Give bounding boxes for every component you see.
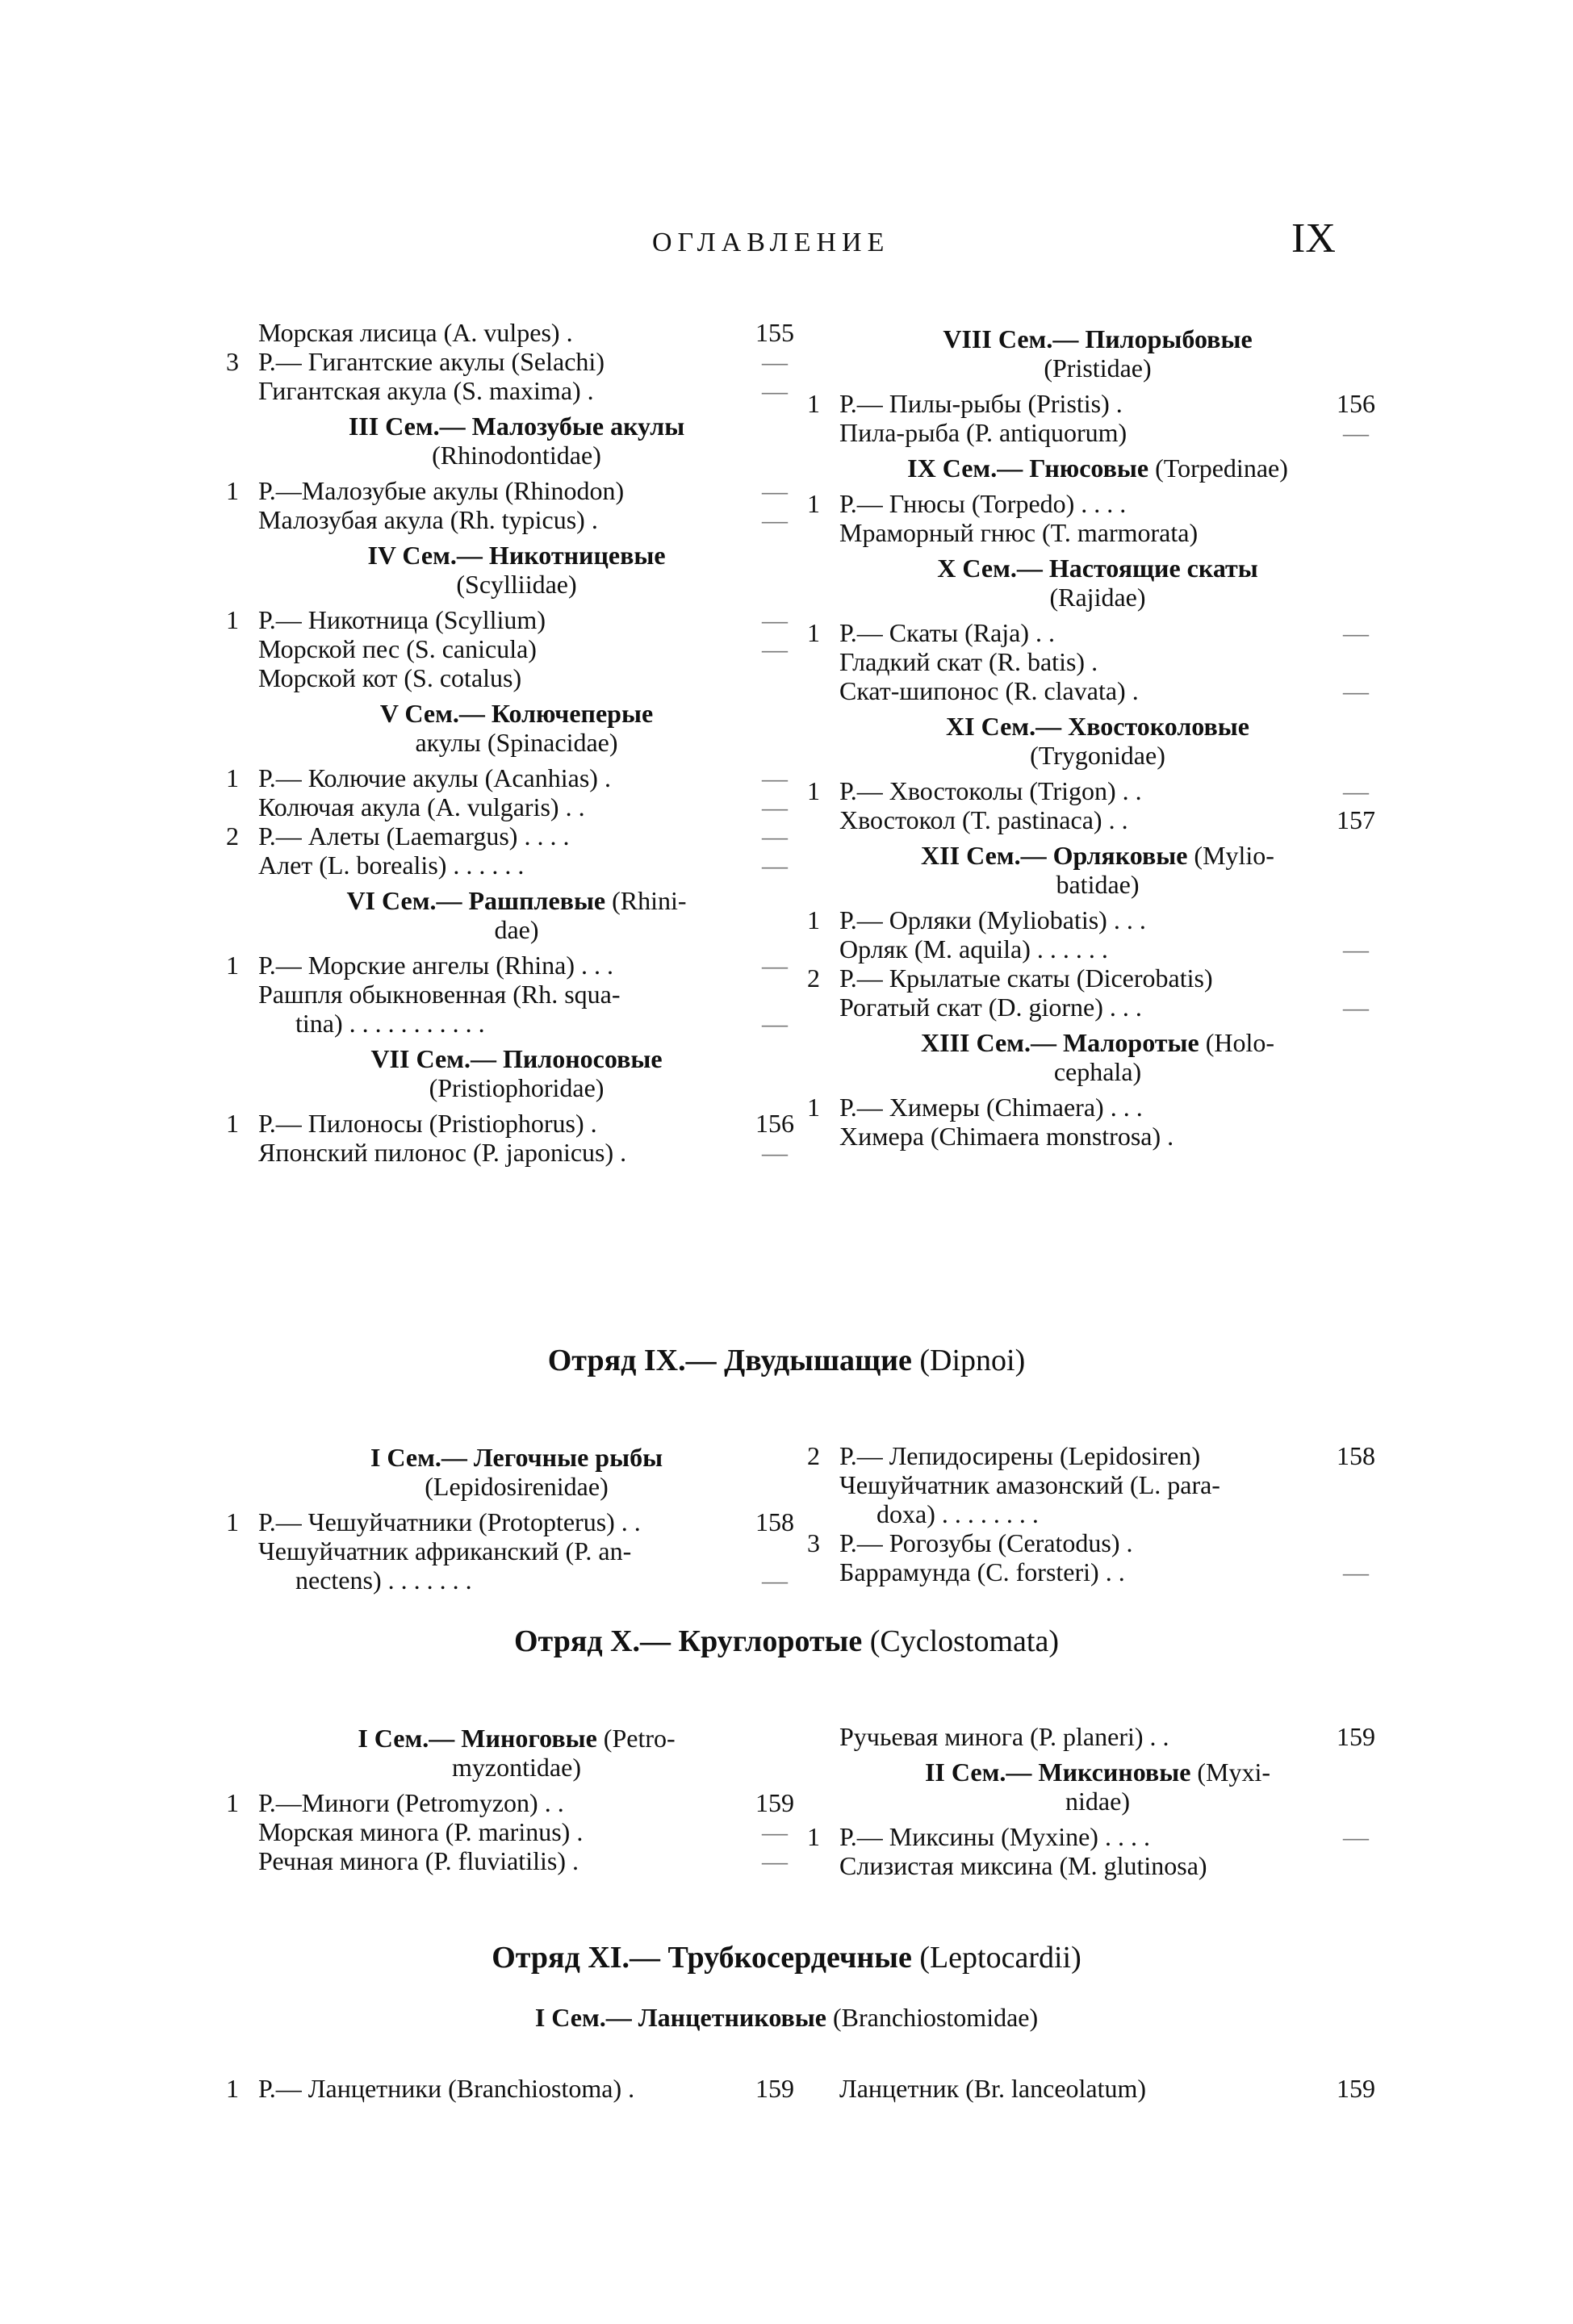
entry-text: Р.— Лепидосирены (Lepidosiren) — [839, 1441, 1201, 1470]
entry-number: 1 — [226, 1109, 239, 1138]
order-heading — [0, 1343, 1573, 1378]
toc-entry — [807, 2074, 1388, 2103]
family-title: IV Сем.— Никотницевые — [367, 541, 666, 570]
family-heading-line1 — [807, 454, 1388, 483]
family-heading-line1 — [807, 1758, 1388, 1787]
toc-entry — [226, 505, 807, 534]
toc-entry — [226, 1009, 807, 1038]
entry-text: doxa) . . . . . . . . — [876, 1499, 1039, 1528]
entry-page: — — [762, 347, 788, 376]
entry-text: Мраморный гнюс (T. marmorata) — [839, 518, 1199, 547]
family-heading-line1 — [226, 541, 807, 570]
entry-number: 1 — [807, 1093, 820, 1122]
entry-page: — — [762, 1565, 788, 1595]
toc-entry — [226, 318, 807, 347]
family-title: II Сем.— Миксиновые — [924, 1758, 1191, 1787]
toc-entry — [807, 1441, 1388, 1470]
entry-page: — — [762, 476, 788, 505]
entry-page: 158 — [1337, 1441, 1375, 1470]
order-title: Отряд X.— Круглоротые — [514, 1624, 863, 1658]
toc-entry — [807, 1470, 1388, 1499]
running-header: ОГЛАВЛЕНИЕ — [652, 228, 890, 257]
page-number: IX — [1291, 215, 1336, 261]
entry-text: nectens) . . . . . . . — [295, 1565, 472, 1595]
entry-text: Р.— Скаты (Raja) . . — [839, 618, 1056, 647]
family-heading-line2: batidae) — [1056, 870, 1140, 899]
family-title: I Сем.— Миноговые — [358, 1724, 597, 1753]
family-latin: (Mylio- — [1187, 841, 1274, 870]
entry-number: 1 — [807, 905, 820, 934]
toc-entry — [226, 1109, 807, 1138]
toc-entry — [226, 851, 807, 880]
family-heading — [807, 841, 1388, 899]
family-title: I Сем.— Ланцетниковые — [534, 2003, 826, 2032]
entry-number: 3 — [807, 1528, 820, 1557]
toc-entry — [226, 951, 807, 980]
entry-number: 1 — [807, 776, 820, 805]
entry-text: Баррамунда (C. forsteri) . . — [839, 1557, 1125, 1586]
toc-entry — [807, 1822, 1388, 1851]
family-heading — [807, 712, 1388, 770]
entry-text: Р.— Рогозубы (Ceratodus) . — [839, 1528, 1133, 1557]
entry-page: — — [1343, 1557, 1369, 1586]
toc-entry — [807, 1722, 1388, 1751]
toc-entry — [226, 605, 807, 634]
entry-page: — — [762, 792, 788, 821]
family-heading-line2: (Trygonidae) — [1030, 741, 1165, 770]
family-heading-line2: nidae) — [1065, 1787, 1130, 1816]
family-title: VI Сем.— Рашплевые — [346, 886, 606, 915]
entry-page: 155 — [755, 318, 794, 347]
entry-number: 2 — [807, 963, 820, 993]
toc-entry — [807, 1557, 1388, 1586]
toc-entry — [807, 776, 1388, 805]
entry-text: Японский пилонос (P. japonicus) . — [258, 1138, 627, 1167]
section3-right-column — [807, 1722, 1388, 1880]
section3-left-column — [226, 1717, 807, 1875]
entry-text: Гладкий скат (R. batis) . — [839, 647, 1098, 676]
entry-page: — — [762, 376, 788, 405]
entry-text: Р.— Пилоносы (Pristiophorus) . — [258, 1109, 597, 1138]
entry-page: — — [762, 821, 788, 851]
entry-page: 157 — [1337, 805, 1375, 834]
entry-text: Р.— Алеты (Laemargus) . . . . — [258, 821, 570, 851]
entry-text: Р.— Орляки (Myliobatis) . . . — [839, 905, 1146, 934]
entry-text: Колючая акула (A. vulgaris) . . — [258, 792, 585, 821]
toc-entry — [807, 905, 1388, 934]
entry-page: — — [762, 505, 788, 534]
toc-entry — [226, 2074, 807, 2103]
toc-entry — [807, 389, 1388, 418]
entry-text: Р.— Пилы-рыбы (Pristis) . — [839, 389, 1123, 418]
entry-page: — — [762, 951, 788, 980]
family-heading — [0, 2003, 1573, 2033]
family-latin: (Myxi- — [1190, 1758, 1271, 1787]
family-heading-line1 — [807, 324, 1388, 353]
entry-number: 1 — [807, 389, 820, 418]
family-heading-line2: (Rajidae) — [1049, 583, 1146, 612]
order-latin: (Leptocardii) — [911, 1941, 1081, 1975]
section2-right-column — [807, 1441, 1388, 1586]
entry-text: Малозубая акула (Rh. typicus) . — [258, 505, 598, 534]
section1-left-column — [226, 318, 807, 1167]
family-heading-line1 — [807, 841, 1388, 870]
entry-text: Пила-рыба (P. antiquorum) — [839, 418, 1127, 447]
family-heading-line1 — [807, 712, 1388, 741]
entry-page: — — [1343, 676, 1369, 705]
family-heading — [226, 886, 807, 944]
family-latin: (Petro- — [596, 1724, 676, 1753]
entry-page: 156 — [755, 1109, 794, 1138]
entry-text: Р.— Морские ангелы (Rhina) . . . — [258, 951, 613, 980]
family-heading — [226, 1724, 807, 1782]
entry-text: Р.— Ланцетники (Branchiostoma) . — [258, 2074, 635, 2103]
entry-page: — — [1343, 934, 1369, 963]
entry-page: — — [762, 1009, 788, 1038]
toc-entry — [226, 1817, 807, 1846]
order-heading — [0, 1624, 1573, 1659]
family-title: VII Сем.— Пилоносовые — [370, 1044, 663, 1073]
toc-entry — [226, 376, 807, 405]
toc-entry — [807, 1499, 1388, 1528]
toc-entry — [807, 647, 1388, 676]
entry-text: Р.— Гнюсы (Torpedo) . . . . — [839, 489, 1127, 518]
entry-page: — — [1343, 418, 1369, 447]
family-heading — [807, 1028, 1388, 1086]
family-heading-line1 — [226, 699, 807, 728]
section1-right-column — [807, 318, 1388, 1151]
entry-page: 158 — [755, 1507, 794, 1536]
entry-text: Чешуйчатник амазонский (L. para- — [839, 1470, 1220, 1499]
order-latin: (Dipnoi) — [911, 1344, 1026, 1377]
toc-entry — [807, 418, 1388, 447]
order-title: Отряд IX.— Двудышащие — [547, 1344, 912, 1377]
family-heading — [226, 412, 807, 470]
entry-text: Скат-шипонос (R. clavata) . — [839, 676, 1139, 705]
family-heading-line2: (Pristiophoridae) — [429, 1073, 605, 1102]
entry-number: 3 — [226, 347, 239, 376]
entry-number: 2 — [226, 821, 239, 851]
entry-number: 1 — [807, 1822, 820, 1851]
entry-page: 156 — [1337, 389, 1375, 418]
family-title: XI Сем.— Хвостоколовые — [946, 712, 1249, 741]
entry-page: — — [762, 634, 788, 663]
entry-number: 1 — [807, 618, 820, 647]
entry-text: Слизистая миксина (M. glutinosa) — [839, 1851, 1207, 1880]
entry-page: 159 — [755, 1788, 794, 1817]
entry-text: Р.—Малозубые акулы (Rhinodon) — [258, 476, 625, 505]
toc-entry — [807, 934, 1388, 963]
family-latin: (Torpedinae) — [1148, 454, 1288, 483]
entry-text: Ланцетник (Br. lanceolatum) — [839, 2074, 1147, 2103]
entry-number: 1 — [226, 1507, 239, 1536]
entry-number: 1 — [226, 951, 239, 980]
order-latin: (Cyclostomata) — [862, 1624, 1059, 1658]
toc-entry — [807, 805, 1388, 834]
entry-text: Хвостокол (T. pastinaca) . . — [839, 805, 1128, 834]
lancelets-left — [226, 2074, 807, 2103]
toc-entry — [226, 1536, 807, 1565]
family-latin: (Rhini- — [605, 886, 687, 915]
entry-page: — — [762, 605, 788, 634]
entry-text: Ручьевая минога (P. planeri) . . — [839, 1722, 1169, 1751]
family-title: XII Сем.— Орляковые — [921, 841, 1188, 870]
family-heading — [226, 1044, 807, 1102]
entry-text: Химера (Chimaera monstrosa) . — [839, 1122, 1174, 1151]
entry-page: — — [1343, 776, 1369, 805]
family-title: V Сем.— Колючеперые — [379, 699, 654, 728]
toc-entry — [226, 663, 807, 692]
entry-page: — — [762, 763, 788, 792]
family-heading — [807, 454, 1388, 483]
entry-text: Р.— Колючие акулы (Acanhias) . — [258, 763, 611, 792]
entry-text: Гигантская акула (S. maxima) . — [258, 376, 594, 405]
entry-text: Речная минога (P. fluviatilis) . — [258, 1846, 579, 1875]
toc-entry — [807, 618, 1388, 647]
entry-text: Р.— Хвостоколы (Trigon) . . — [839, 776, 1142, 805]
entry-text: Р.— Миксины (Myxine) . . . . — [839, 1822, 1150, 1851]
entry-number: 1 — [226, 763, 239, 792]
family-heading — [807, 324, 1388, 382]
entry-text: Р.— Гигантские акулы (Selachi) — [258, 347, 605, 376]
entry-text: Р.—Миноги (Petromyzon) . . — [258, 1788, 564, 1817]
order-title: Отряд XI.— Трубкосердечные — [492, 1941, 912, 1975]
entry-page: 159 — [1337, 1722, 1375, 1751]
entry-text: Р.— Химеры (Chimaera) . . . — [839, 1093, 1143, 1122]
lancelets-right — [807, 2074, 1388, 2103]
entry-text: Морской пес (S. canicula) — [258, 634, 537, 663]
family-title: I Сем.— Легочные рыбы — [370, 1443, 663, 1472]
entry-page: — — [1343, 993, 1369, 1022]
toc-entry — [807, 676, 1388, 705]
entry-number: 1 — [807, 489, 820, 518]
family-title: IX Сем.— Гнюсовые — [907, 454, 1149, 483]
entry-text: Морской кот (S. cotalus) — [258, 663, 522, 692]
family-heading-line1 — [807, 1028, 1388, 1057]
family-heading — [807, 1758, 1388, 1816]
toc-entry — [226, 347, 807, 376]
entry-page: 159 — [755, 2074, 794, 2103]
toc-entry — [226, 1565, 807, 1595]
toc-entry — [807, 489, 1388, 518]
entry-page: — — [1343, 1822, 1369, 1851]
family-latin: (Holo- — [1199, 1028, 1274, 1057]
family-heading — [226, 699, 807, 757]
family-heading-line1 — [226, 1724, 807, 1753]
toc-entry — [807, 1122, 1388, 1151]
family-heading — [226, 1443, 807, 1501]
family-heading — [807, 554, 1388, 612]
family-heading-line1 — [226, 412, 807, 441]
entry-text: Орляк (M. aquila) . . . . . . — [839, 934, 1108, 963]
toc-entry — [807, 1851, 1388, 1880]
family-heading-line2: акулы (Spinacidae) — [415, 728, 618, 757]
entry-page: — — [762, 1817, 788, 1846]
section2-left-column — [226, 1436, 807, 1595]
entry-page: — — [1343, 618, 1369, 647]
entry-page: 159 — [1337, 2074, 1375, 2103]
entry-text: Морская минога (P. marinus) . — [258, 1817, 584, 1846]
entry-page: — — [762, 851, 788, 880]
entry-text: tina) . . . . . . . . . . . — [295, 1009, 485, 1038]
entry-text: Р.— Крылатые скаты (Dicerobatis) — [839, 963, 1213, 993]
entry-number: 2 — [807, 1441, 820, 1470]
entry-text: Чешуйчатник африканский (P. an- — [258, 1536, 632, 1565]
toc-entry — [807, 993, 1388, 1022]
entry-number: 1 — [226, 476, 239, 505]
toc-entry — [226, 1788, 807, 1817]
family-heading-line2: (Rhinodontidae) — [432, 441, 601, 470]
family-title: X Сем.— Настоящие скаты — [937, 554, 1258, 583]
toc-entry — [807, 1528, 1388, 1557]
entry-text: Р.— Чешуйчатники (Protopterus) . . — [258, 1507, 641, 1536]
toc-entry — [226, 1846, 807, 1875]
family-title: XIII Сем.— Малоротые — [921, 1028, 1199, 1057]
family-heading-line2: (Pristidae) — [1044, 353, 1152, 382]
family-heading-line1 — [226, 886, 807, 915]
toc-entry — [226, 821, 807, 851]
family-title: III Сем.— Малозубые акулы — [348, 412, 685, 441]
family-heading-line2: myzontidae) — [452, 1753, 581, 1782]
entry-text: Р.— Никотница (Scyllium) — [258, 605, 546, 634]
entry-number: 1 — [226, 1788, 239, 1817]
family-heading — [226, 541, 807, 599]
toc-entry — [807, 1093, 1388, 1122]
toc-entry — [226, 476, 807, 505]
toc-entry — [226, 1507, 807, 1536]
toc-entry — [226, 1138, 807, 1167]
family-heading-line2: dae) — [494, 915, 539, 944]
entry-page: — — [762, 1846, 788, 1875]
family-heading-line1 — [226, 1044, 807, 1073]
toc-entry — [807, 963, 1388, 993]
family-heading-line1 — [807, 554, 1388, 583]
entry-text: Алет (L. borealis) . . . . . . — [258, 851, 525, 880]
toc-entry — [226, 792, 807, 821]
family-heading-line2: (Lepidosirenidae) — [425, 1472, 609, 1501]
entry-text: Рашпля обыкновенная (Rh. squa- — [258, 980, 621, 1009]
entry-text: Морская лисица (A. vulpes) . — [258, 318, 573, 347]
entry-text: Рогатый скат (D. giorne) . . . — [839, 993, 1142, 1022]
entry-number: 1 — [226, 605, 239, 634]
toc-entry — [807, 518, 1388, 547]
family-heading-line2: cephala) — [1053, 1057, 1142, 1086]
order-heading — [0, 1940, 1573, 1975]
toc-entry — [226, 634, 807, 663]
family-heading-line1 — [226, 1443, 807, 1472]
toc-entry — [226, 980, 807, 1009]
toc-entry — [226, 763, 807, 792]
family-title: VIII Сем.— Пилорыбовые — [943, 324, 1253, 353]
family-heading-line2: (Scylliidae) — [456, 570, 577, 599]
entry-number: 1 — [226, 2074, 239, 2103]
family-latin: (Branchiostomidae) — [826, 2003, 1039, 2032]
entry-page: — — [762, 1138, 788, 1167]
